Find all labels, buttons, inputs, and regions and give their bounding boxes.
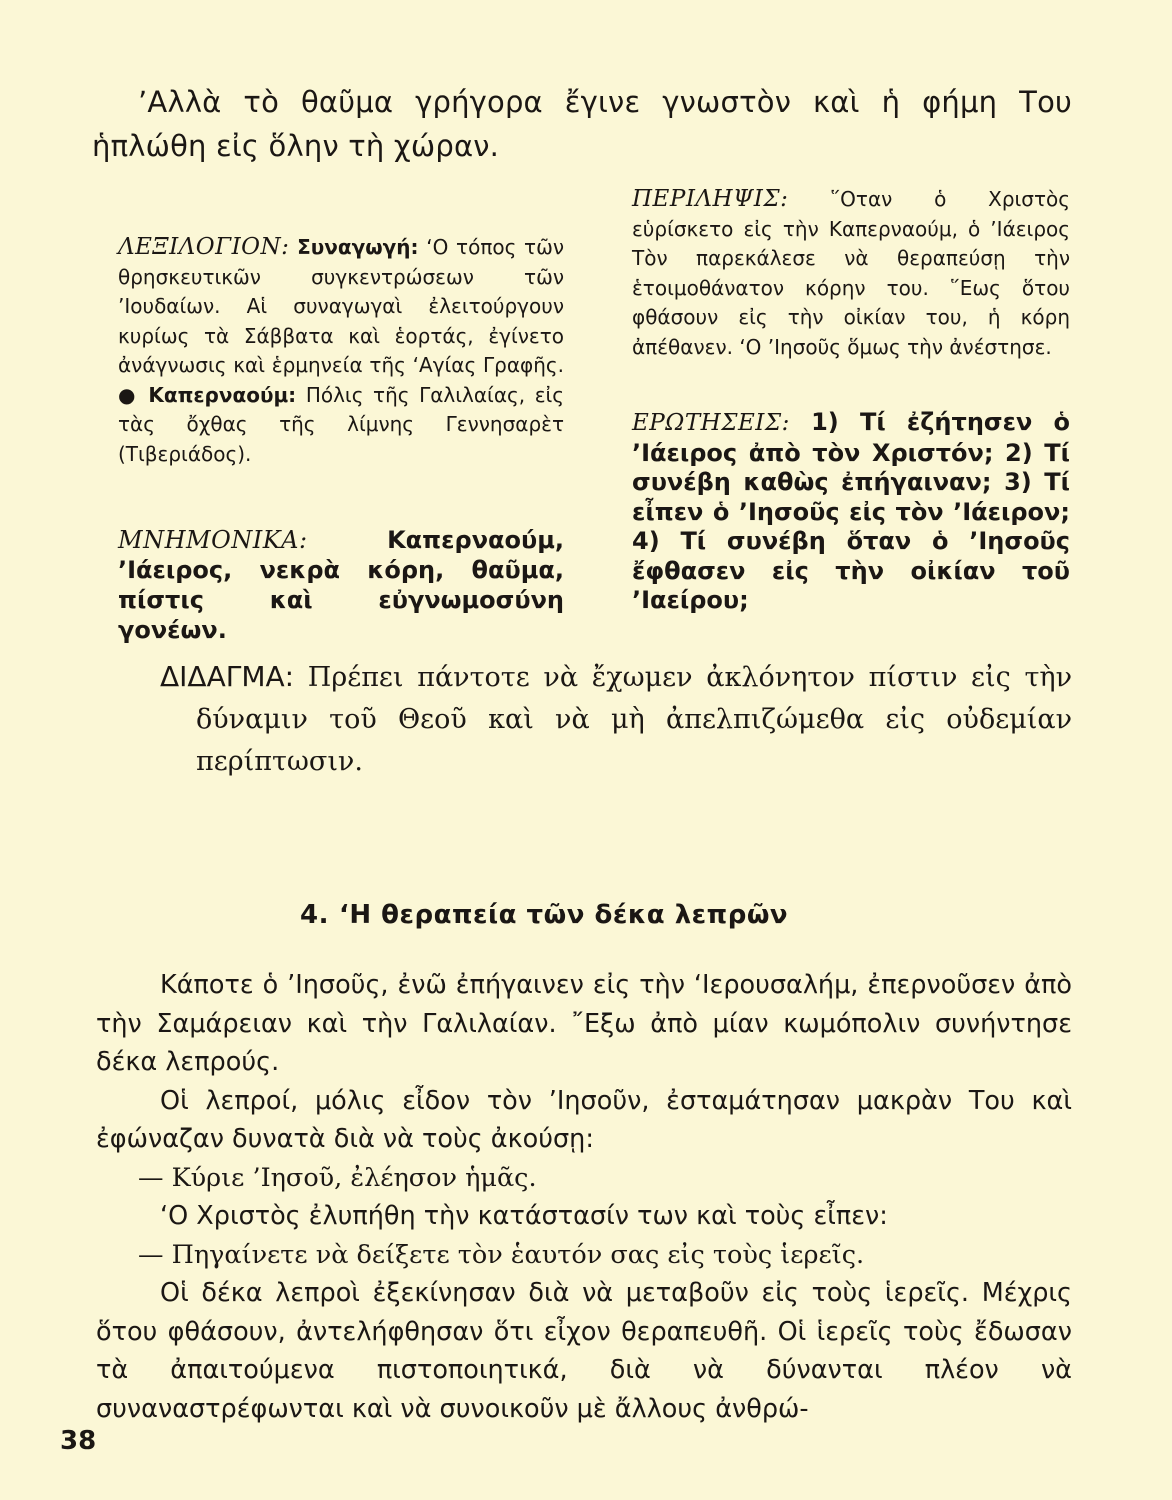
dialog-line-2: — Πηγαίνετε νὰ δείξετε τὸν ἑαυτόν σας εἰς τοὺς ἱερεῖς. bbox=[138, 1239, 865, 1270]
summary-text: ῞Οταν ὁ Χριστὸς εὑρίσκετο εἰς τὴν Καπερναούμ, ὁ ’Ιάειρος Τὸν παρεκάλεσε νὰ θεραπεύσῃ τὴν ἑτοιμοθάνατον κόρην του. ῞Εως ὅτου φθάσουν εἰς τὴν οἰκίαν του, ἡ κόρη ἀπέθανεν. ‘Ο ’Ιησοῦς ὅμως τὴν ἀνέστησε. bbox=[632, 187, 1070, 359]
glossary-definition-synagogue: ‘Ο τόπος τῶν θρησκευτικῶν συγκεντρώσεων τῶν ’Ιουδαίων. Αἱ συναγωγαὶ ἐλειτούργουν κυρίως τὰ Σάββατα καὶ ἑορτάς, ἐγίνετο ἀνάγνωσις καὶ ἑρμηνεία τῆς ‘Αγίας Γραφῆς. bbox=[118, 235, 564, 377]
question-4: 4) Τί συνέβη ὅταν ὁ ’Ιησοῦς ἔφθασεν εἰς τὴν οἰκίαν τοῦ ’Ιαείρου; bbox=[632, 527, 1070, 614]
question-1: 1) Τί ἐζήτησεν ὁ ’Ιάειρος ἀπὸ τὸν Χριστόν; bbox=[632, 408, 1070, 467]
intro-text: ’Αλλὰ τὸ θαῦμα γρήγορα ἔγινε γνωστὸν καὶ ἡ φήμη Του ἡπλώθη εἰς ὅλην τὴ χώραν. bbox=[92, 85, 1072, 163]
story-paragraph-1: Κάποτε ὁ ’Ιησοῦς, ἐνῶ ἐπήγαινεν εἰς τὴν ‘Ιερουσαλήμ, ἐπερνοῦσεν ἀπὸ τὴν Σαμάρειαν καὶ τὴν Γαλιλαίαν. ῎Εξω ἀπὸ μίαν κωμόπολιν συνήντησε δέκα λεπρούς. bbox=[96, 970, 1072, 1077]
glossary-section bbox=[118, 233, 564, 469]
questions-label: ΕΡΩΤΗΣΕΙΣ: bbox=[632, 410, 790, 436]
question-3: 3) Τί εἶπεν ὁ ’Ιησοῦς εἰς τὸν ’Ιάειρον; bbox=[632, 468, 1071, 526]
glossary-term-capernaum: Καπερναούμ: bbox=[148, 382, 297, 407]
chapter-number: 4. bbox=[300, 900, 329, 930]
story-paragraph-4: Οἱ δέκα λεπροὶ ἐξεκίνησαν διὰ νὰ μεταβοῦν εἰς τοὺς ἱερεῖς. Μέχρις ὅτου φθάσουν, ἀντελήφθησαν ὅτι εἶχον θεραπευθῆ. Οἱ ἱερεῖς τοὺς ἔδωσαν τὰ ἀπαιτούμενα πιστοποιητικά, διὰ νὰ δύνανται πλέον νὰ συναναστρέφωνται καὶ νὰ συνοικοῦν μὲ ἄλλους ἀνθρώ- bbox=[96, 1278, 1072, 1424]
chapter-title: ‘Η θεραπεία τῶν δέκα λεπρῶν bbox=[338, 900, 789, 930]
glossary-label: ΛΕΞΙΛΟΓΙΟΝ: bbox=[118, 234, 290, 260]
story-paragraph-3: ‘Ο Χριστὸς ἐλυπήθη τὴν κατάστασίν των καὶ τοὺς εἶπεν: bbox=[160, 1201, 888, 1231]
glossary-definition-capernaum: Πόλις τῆς Γαλιλαίας, εἰς τὰς ὄχθας τῆς λίμνης Γεννησαρὲτ (Τιβεριάδος). bbox=[118, 382, 565, 466]
intro-paragraph bbox=[92, 80, 1072, 168]
page-number: 38 bbox=[60, 1426, 97, 1456]
mnemonics-text: Καπερναούμ, ’Ιάειρος, νεκρὰ κόρη, θαῦμα, πίστις καὶ εὐγνωμοσύνη γονέων. bbox=[118, 526, 564, 644]
story-paragraph-2: Οἱ λεπροί, μόλις εἶδον τὸν ’Ιησοῦν, ἐσταμάτησαν μακρὰν Του καὶ ἐφώναζαν δυνατὰ διὰ νὰ τοὺς ἀκούσῃ: bbox=[96, 1085, 1072, 1154]
summary-section bbox=[632, 185, 1070, 362]
lesson-section bbox=[160, 656, 1072, 783]
lesson-text: Πρέπει πάντοτε νὰ ἔχωμεν ἀκλόνητον πίστιν εἰς τὴν δύναμιν τοῦ Θεοῦ καὶ νὰ μὴ ἀπελπιζώμεθα εἰς οὐδεμίαν περίπτωσιν. bbox=[196, 662, 1072, 777]
dialog-line-1: — Κύριε ’Ιησοῦ, ἐλέησον ἡμᾶς. bbox=[138, 1162, 537, 1193]
mnemonics-label: ΜΝΗΜΟΝΙΚΑ: bbox=[118, 526, 308, 554]
question-2: 2) Τί συνέβη καθὼς ἐπήγαιναν; bbox=[632, 438, 1070, 496]
story-body bbox=[96, 966, 1072, 1428]
chapter-heading bbox=[300, 900, 940, 930]
mnemonics-section bbox=[118, 525, 564, 645]
lesson-label: ΔΙΔΑΓΜΑ: bbox=[160, 660, 295, 693]
summary-label: ΠΕΡΙΛΗΨΙΣ: bbox=[632, 186, 789, 212]
glossary-term-synagogue: Συναγωγή: bbox=[297, 235, 419, 259]
questions-section bbox=[632, 408, 1070, 616]
bullet-separator-icon: ● bbox=[118, 382, 139, 407]
